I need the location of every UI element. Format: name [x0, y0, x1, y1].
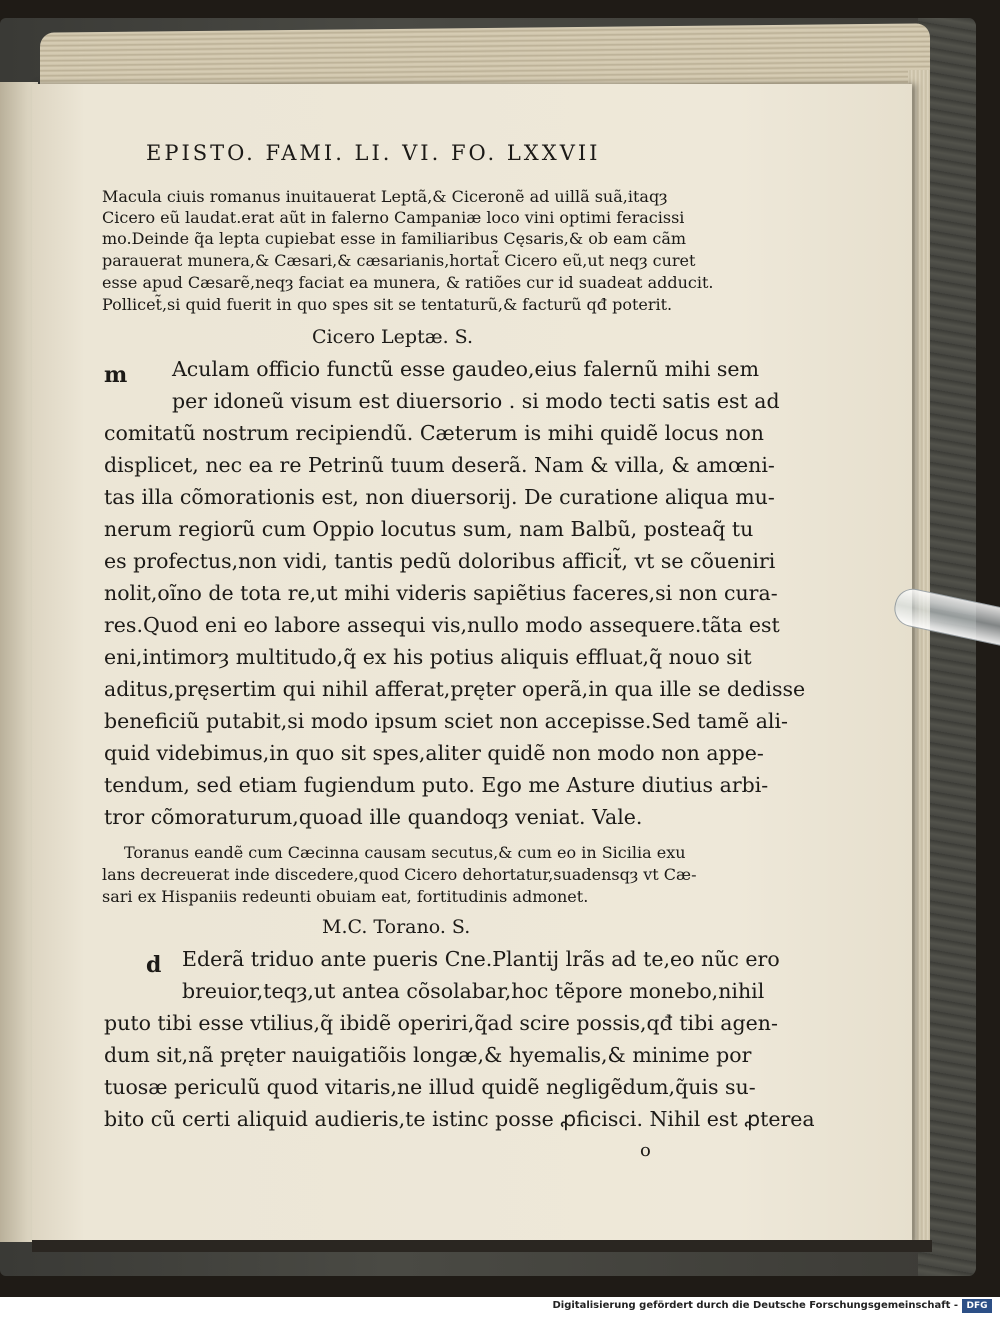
letter-title: M.C. Torano. S. — [322, 916, 471, 938]
letter-title: Cicero Leptæ. S. — [312, 326, 474, 348]
text-line: displicet, nec ea re Petrinũ tuum deserã. Nam & villa, & amœni- — [104, 453, 775, 477]
text-line: quid videbimus,in quo sit spes,aliter quidẽ non modo non appe- — [104, 741, 764, 765]
summary-line: sari ex Hispaniis redeunti obuiam eat, fortitudinis admonet. — [102, 887, 589, 906]
summary-line: esse apud Cæsarẽ,neqȝ faciat ea munera, & ratiões cur id suadeat adducit. — [102, 273, 714, 292]
summary-line: parauerat munera,& Cæsari,& cæsarianis,hortat̃ Cicero eũ,ut neqȝ curet — [102, 251, 696, 270]
text-line: beneficiũ putabit,si modo ipsum sciet non accepisse.Sed tamẽ ali- — [104, 709, 788, 733]
text-line: eni,intimorȝ multitudo,q̃ ex his potius aliquis effluat,q̃ nouo sit — [104, 645, 752, 669]
running-header: EPISTO. FAMI. LI. VI. FO. LXXVII — [146, 141, 601, 165]
summary-line: Cicero eũ laudat.erat aũt in falerno Campaniæ loco vini optimi feracissi — [102, 208, 685, 227]
text-line: tas illa cõmorationis est, non diuersorij. De curatione aliqua mu- — [104, 485, 775, 509]
text-line: tuosæ periculũ quod vitaris,ne illud quidẽ negligẽdum,q̃uis su- — [104, 1075, 756, 1099]
text-line: tror cõmoraturum,quoad ille quandoqȝ veniat. Vale. — [104, 805, 643, 829]
text-line: res.Quod eni eo labore assequi vis,nullo modo assequere.tãta est — [104, 613, 780, 637]
book-bottom-edge — [32, 1240, 932, 1252]
summary-line: lans decreuerat inde discedere,quod Cicero dehortatur,suadensqȝ vt Cæ- — [102, 865, 697, 884]
text-line: breuior,teqȝ,ut antea cõsolabar,hoc tẽpore monebo,nihil — [182, 979, 765, 1003]
text-line: aditus,pręsertim qui nihil afferat,pręter operã,in qua ille se dedisse — [104, 677, 806, 701]
text-line: tendum, sed etiam fugiendum puto. Ego me Asture diutius arbi- — [104, 773, 769, 797]
text-line: per idoneũ visum est diuersorio . si modo tecti satis est ad — [172, 389, 780, 413]
initial-letter: m — [104, 362, 128, 388]
summary-line: mo.Deinde q̃a lepta cupiebat esse in familiaribus Cęsaris,& ob eam cãm — [102, 229, 687, 248]
initial-letter: d — [146, 952, 162, 978]
dfg-logo: DFG — [962, 1299, 992, 1313]
summary-line: Macula ciuis romanus inuitauerat Leptã,& Ciceronẽ ad uillã suã,itaqȝ — [102, 187, 668, 206]
summary-line: Pollicet̃,si quid fuerit in quo spes sit se tentaturũ,& facturũ qđ poterit. — [102, 295, 673, 314]
text-line: Aculam officio functũ esse gaudeo,eius falernũ mihi sem — [172, 357, 760, 381]
text-line: dum sit,nã pręter nauigatiõis longæ,& hyemalis,& minime por — [104, 1043, 752, 1067]
text-line: comitatũ nostrum recipiendũ. Cæterum is mihi quidẽ locus non — [104, 421, 765, 445]
text-line: nerum regiorũ cum Oppio locutus sum, nam Balbũ, posteaq̃ tu — [104, 517, 754, 541]
summary-line: Toranus eandẽ cum Cæcinna causam secutus,& cum eo in Sicilia exu — [124, 843, 686, 862]
signature-mark: o — [640, 1140, 651, 1161]
text-line: es profectus,non vidi, tantis pedũ doloribus afficit̃, vt se cõueniri — [104, 549, 776, 573]
text-line: Ederã triduo ante pueris Cne.Plantij lrãs ad te,eo nũc ero — [182, 947, 780, 971]
text-line: puto tibi esse vtilius,q̃ ibidẽ operiri,q̃ad scire possis,qđ tibi agen- — [104, 1011, 778, 1035]
text-line: nolit,oĩno de tota re,ut mihi videris sapiẽtius faceres,si non cura- — [104, 581, 778, 605]
footer-credit: Digitalisierung gefördert durch die Deutsche Forschungsgemeinschaft - — [552, 1300, 958, 1311]
text-line: bito cũ certi aliquid audieris,te istinc posse ꝓficisci. Nihil est ꝓterea — [104, 1107, 815, 1131]
